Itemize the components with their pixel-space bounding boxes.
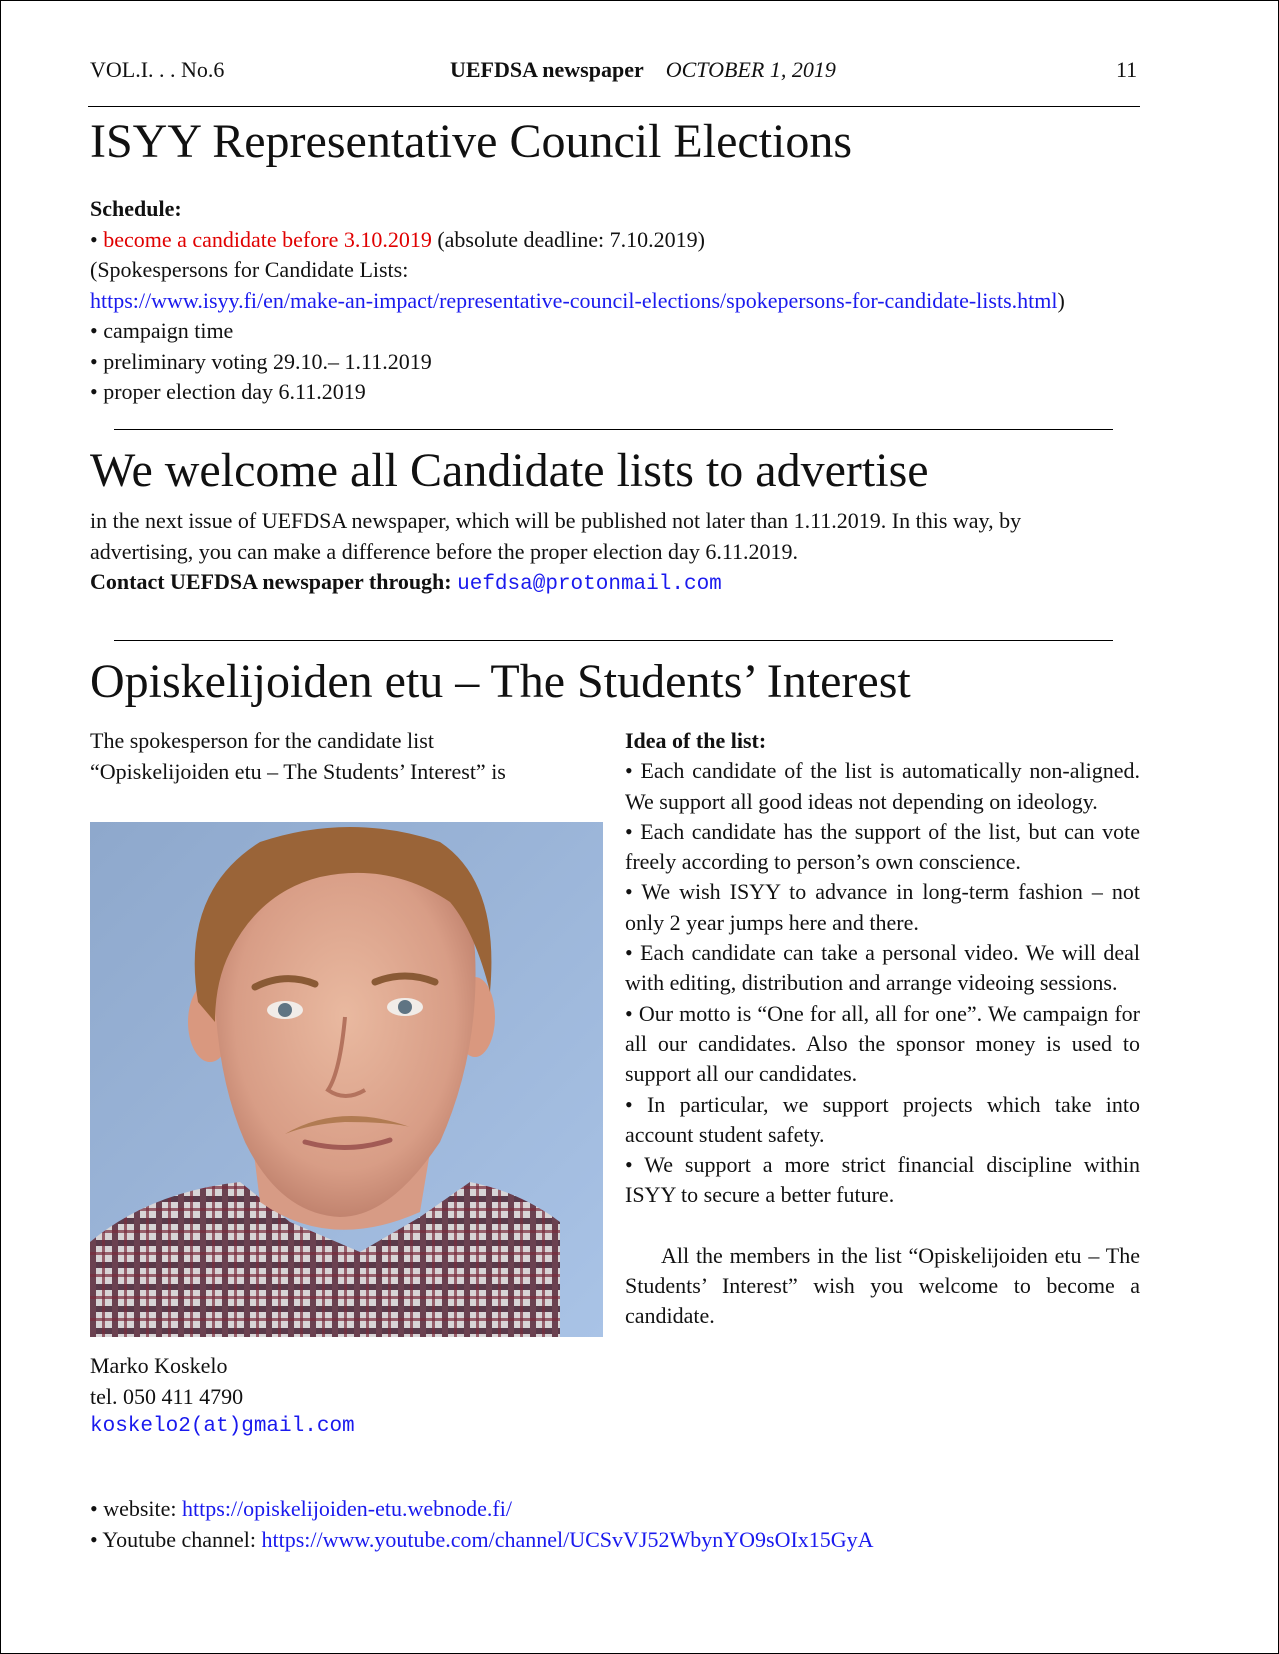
spokesperson-name: Marko Koskelo <box>90 1353 228 1378</box>
bullet: • <box>90 379 98 404</box>
schedule-item <box>90 377 1065 408</box>
closing-paragraph: All the members in the list “Opiskelijoiden etu – The Students’ Interest” wish you welcome to become a candidate. <box>625 1242 1140 1329</box>
idea-text: In particular, we support projects which take into account student safety. <box>625 1091 1141 1147</box>
candidate-deadline: become a candidate before 3.10.2019 <box>103 226 432 252</box>
absolute-deadline: (absolute deadline: 7.10.2019) <box>431 226 705 252</box>
bullet: • <box>625 1152 633 1178</box>
bullet: • <box>625 758 633 784</box>
spokespersons-url-line <box>90 286 1065 317</box>
schedule-item <box>90 225 1065 256</box>
website-link[interactable]: https://opiskelijoiden-etu.webnode.fi/ <box>182 1496 512 1521</box>
bullet: • <box>625 940 633 966</box>
volume-label: VOL.I. . . No.6 <box>90 57 225 82</box>
header-rule <box>88 106 1140 107</box>
students-title: Opiskelijoiden etu – The Students’ Interest <box>90 655 911 708</box>
idea-label: Idea of the list: <box>625 728 767 753</box>
bullet: • <box>625 818 633 844</box>
preliminary-voting: preliminary voting 29.10.– 1.11.2019 <box>103 348 432 374</box>
spokespersons-link[interactable]: https://www.isyy.fi/en/make-an-impact/representative-council-elections/spokepersons-for-candidate-lists.html <box>90 287 1058 313</box>
contact-label: Contact UEFDSA newspaper through: <box>90 569 452 594</box>
idea-text: We support a more strict financial discipline within ISYY to secure a better future. <box>625 1152 1140 1208</box>
idea-item <box>625 1150 1140 1211</box>
idea-text: Each candidate can take a personal video. We will deal with editing, distribution and arrange videoing sessions. <box>625 940 1140 996</box>
idea-column <box>625 726 1140 1332</box>
schedule-item <box>90 347 1065 378</box>
section-divider <box>114 640 1113 641</box>
idea-item <box>625 999 1140 1090</box>
bullet: • <box>90 1496 98 1521</box>
schedule-label: Schedule: <box>90 196 182 221</box>
idea-item <box>625 1090 1140 1151</box>
bullet: • <box>625 879 633 905</box>
bullet: • <box>625 1000 633 1026</box>
advertise-block <box>90 506 1021 601</box>
section-divider <box>114 429 1113 430</box>
bullet: • <box>90 226 98 252</box>
schedule-item <box>90 316 1065 347</box>
bullet: • <box>90 348 98 374</box>
election-day: proper election day 6.11.2019 <box>103 379 366 404</box>
idea-text: Each candidate has the support of the list, but can vote freely according to person’s own conscience. <box>625 818 1141 875</box>
spokesperson-email-link[interactable]: koskelo2(at)gmail.com <box>90 1415 355 1438</box>
advertise-title: We welcome all Candidate lists to advertise <box>90 444 929 497</box>
intro-line: The spokesperson for the candidate list <box>90 728 434 753</box>
spokespersons-line: (Spokespersons for Candidate Lists: <box>90 257 409 282</box>
spokesperson-phone: tel. 050 411 4790 <box>90 1383 244 1409</box>
intro-line: “Opiskelijoiden etu – The Students’ Interest” is <box>90 758 506 784</box>
youtube-line <box>90 1525 874 1556</box>
website-line <box>90 1494 874 1525</box>
bullet: • <box>625 1091 633 1117</box>
idea-item <box>625 877 1140 938</box>
page-number: 11 <box>1116 57 1138 82</box>
contact-email-link[interactable]: uefdsa@protonmail.com <box>457 573 722 596</box>
elections-title: ISYY Representative Council Elections <box>90 115 853 168</box>
idea-text: Our motto is “One for all, all for one”. We campaign for all our candidates. Also the sponsor money is used to support all our candidates. <box>625 1000 1140 1087</box>
masthead <box>450 56 836 84</box>
idea-item <box>625 817 1140 878</box>
contact-line <box>90 567 1021 601</box>
intro-block <box>90 726 506 787</box>
schedule-block <box>90 194 1065 408</box>
advertise-line: in the next issue of UEFDSA newspaper, which will be published not later than 1.11.2019. In this way, by <box>90 508 1022 533</box>
spokesperson-photo <box>90 822 603 1337</box>
links-block <box>90 1494 874 1555</box>
idea-text: Each candidate of the list is automatically non-aligned. We support all good ideas not depending on ideology. <box>625 758 1141 814</box>
idea-item <box>625 756 1140 817</box>
idea-text: We wish ISYY to advance in long-term fashion – not only 2 year jumps here and there. <box>625 879 1141 935</box>
contact-block <box>90 1351 355 1443</box>
youtube-label: Youtube channel: <box>102 1526 256 1552</box>
youtube-link[interactable]: https://www.youtube.com/channel/UCSvVJ52WbynYO9sOIx15GyA <box>261 1526 874 1552</box>
campaign-time: campaign time <box>103 318 234 343</box>
bullet: • <box>90 318 98 343</box>
idea-item <box>625 938 1140 999</box>
paren-close: ) <box>1057 287 1065 313</box>
paper-name: UEFDSA newspaper <box>450 57 644 82</box>
advertise-line: advertising, you can make a difference before the proper election day 6.11.2019. <box>90 538 798 564</box>
website-label: website: <box>103 1496 177 1521</box>
issue-date: OCTOBER 1, 2019 <box>665 57 836 82</box>
bullet: • <box>90 1526 98 1552</box>
